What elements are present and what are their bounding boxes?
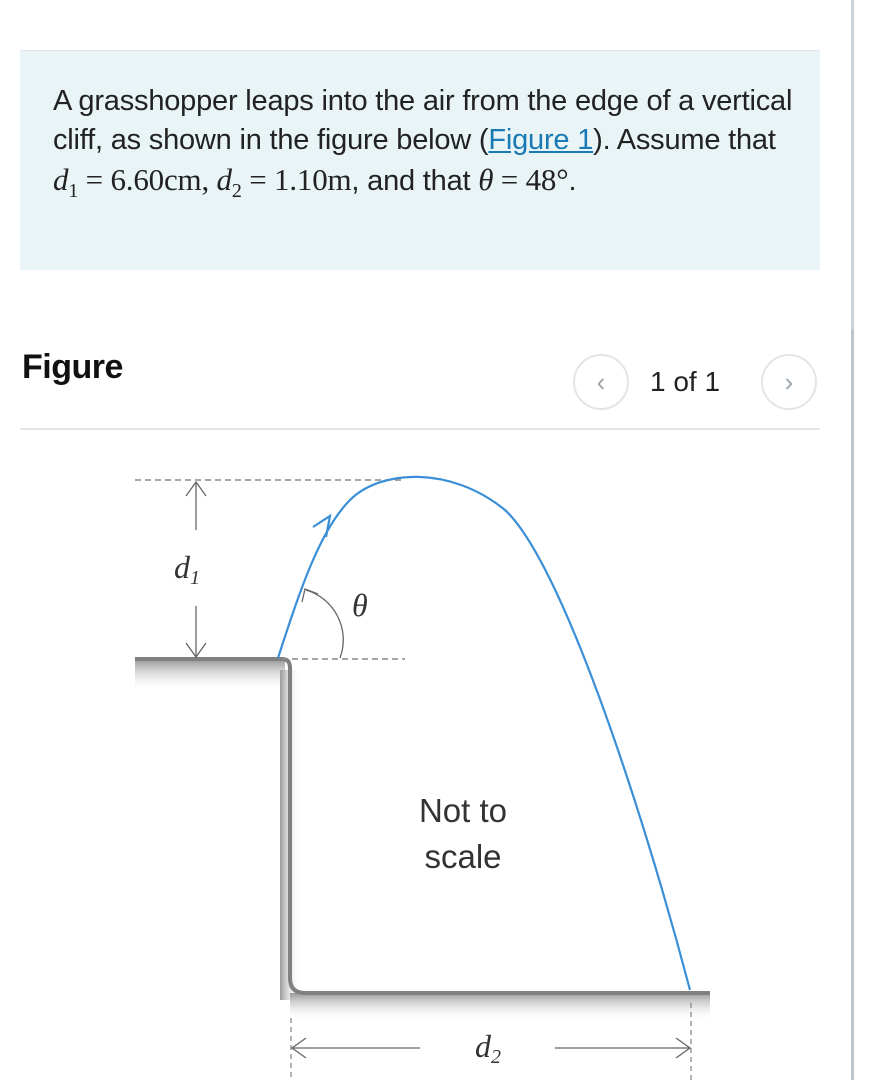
theta-expression: θ = 48° [478, 162, 569, 197]
d2-expression: $d_2 = 1.10m$ [216, 162, 352, 203]
problem-text-end: . [568, 165, 577, 197]
ground-shading [290, 993, 710, 1021]
trajectory-curve [278, 477, 690, 990]
figure-1-link[interactable]: Figure 1 [488, 124, 594, 156]
not-to-scale-line2: scale [424, 838, 502, 875]
figure-page-indicator: 1 of 1 [650, 366, 721, 397]
d1-label: d1 [174, 549, 200, 589]
figure-heading: Figure [22, 348, 123, 386]
theta-label: θ [352, 587, 368, 623]
theta-angle-arc [306, 590, 343, 658]
cliff-top-shading [135, 660, 285, 692]
chevron-left-icon: ‹ [596, 366, 606, 397]
chevron-right-icon: › [784, 366, 794, 397]
problem-text-assume: ). Assume that [593, 124, 776, 156]
previous-figure-button[interactable] [573, 354, 629, 410]
d2-label: d2 [475, 1028, 501, 1068]
d1-expression: $d_1 = 6.60cm$ [53, 162, 202, 203]
problem-statement [53, 82, 793, 201]
next-figure-button[interactable] [761, 354, 817, 410]
math-separator: , [201, 162, 217, 197]
grasshopper-cliff-diagram [0, 430, 850, 1080]
not-to-scale-line1: Not to [418, 792, 508, 829]
problem-text-intro: A grasshopper leaps into the air from the edge of a vertical cliff, as shown in the figure below ( [53, 85, 793, 156]
panel-scroll-border-active [851, 330, 854, 1080]
trajectory-arrowhead [313, 516, 330, 537]
theta-arc-arrowhead [302, 589, 318, 602]
problem-text-and: , and that [351, 165, 479, 197]
